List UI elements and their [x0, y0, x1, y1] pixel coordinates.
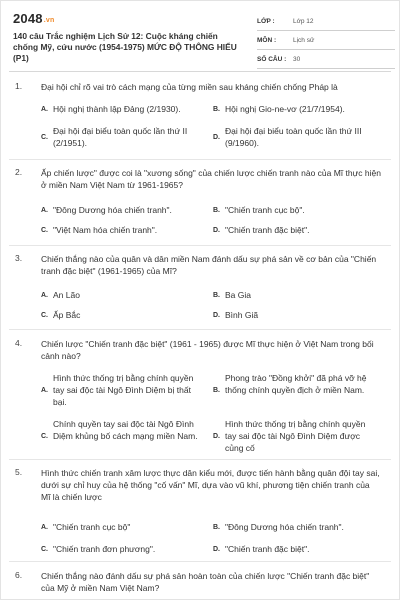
question-number: 6. [15, 570, 23, 580]
document-meta [257, 15, 395, 72]
option-letter: B. [213, 106, 220, 113]
question-number: 1. [15, 81, 23, 91]
logo-text: 2048 [13, 11, 43, 26]
question-number: 4. [15, 338, 23, 348]
option-text: Hội nghị thành lập Đảng (2/1930). [53, 104, 181, 114]
question-number: 2. [15, 167, 23, 177]
question-text: Đại hội chỉ rõ vai trò cách mạng của từng miền sau kháng chiến chống Pháp là [41, 82, 338, 92]
meta-value: Lớp 12 [293, 18, 314, 25]
question-number: 3. [15, 253, 23, 263]
option-text: Hội nghị Gio-ne-vơ (21/7/1954). [225, 104, 345, 114]
meta-row-count [257, 53, 395, 69]
option-text: "Chiến tranh cục bộ". [225, 205, 305, 215]
option-text: Hình thức thống trị bằng chính quyền tay sai độc tài Ngô Đình Diệm được củng cố [225, 419, 366, 453]
question-number: 5. [15, 467, 23, 477]
option-text: Phong trào "Đồng khởi" đã phá vỡ hệ thống chính quyền địch ở miền Nam. [225, 373, 367, 395]
document-header [7, 9, 395, 67]
option-letter: A. [41, 387, 48, 394]
option-text: Đại hội đại biểu toàn quốc lần thứ III (9/1960). [225, 126, 362, 148]
option-letter: D. [213, 134, 220, 141]
option-text: Chính quyền tay sai độc tài Ngô Đình Diệm khủng bố cách mạng miền Nam. [53, 419, 198, 441]
option-text: "Chiến tranh đơn phương". [53, 544, 156, 554]
question-separator [9, 329, 391, 330]
option-letter: C. [41, 227, 48, 234]
question-separator [9, 159, 391, 160]
question-text: Hình thức chiến tranh xâm lược thực dân kiểu mới, được tiến hành bằng quân đội tay sai, dưới sự chỉ huy của hệ thống "cố vấn" Mĩ, dựa vào vũ khí, phương tiện chiến tranh của Mĩ là chiến lược [41, 468, 380, 502]
logo-suffix: .vn [43, 17, 55, 24]
option-text: "Việt Nam hóa chiến tranh". [53, 225, 158, 235]
option-text: Ba Gia [225, 290, 251, 300]
option-letter: C. [41, 546, 48, 553]
option-letter: B. [213, 524, 220, 531]
option-text: Đại hội đại biểu toàn quốc lần thứ II (2/1951). [53, 126, 188, 148]
option-letter: C. [41, 433, 48, 440]
option-text: "Đông Dương hóa chiến tranh". [225, 522, 344, 532]
meta-label: LỚP : [257, 18, 275, 25]
option-letter: D. [213, 312, 220, 319]
option-text: Hình thức thống trị bằng chính quyền tay sai độc tài Ngô Đình Diệm bị thất bại. [53, 373, 194, 407]
option-letter: D. [213, 227, 220, 234]
option-letter: D. [213, 433, 220, 440]
option-letter: D. [213, 546, 220, 553]
option-text: "Chiến tranh đặc biệt". [225, 225, 310, 235]
meta-label: SỐ CÂU : [257, 56, 287, 63]
option-letter: B. [213, 207, 220, 214]
option-text: "Đông Dương hóa chiến tranh". [53, 205, 172, 215]
option-letter: A. [41, 292, 48, 299]
meta-value: Lịch sử [293, 37, 315, 44]
meta-value: 30 [293, 56, 301, 63]
option-text: An Lão [53, 290, 80, 300]
question-separator [9, 459, 391, 460]
option-text: "Chiến tranh đặc biệt". [225, 544, 310, 554]
option-letter: C. [41, 134, 48, 141]
document-title: 140 câu Trắc nghiệm Lịch Sử 12: Cuộc kháng chiến chống Mỹ, cứu nước (1954-1975) MỨC ĐỘ THÔNG HIỂU (P1) [13, 31, 237, 63]
option-letter: A. [41, 207, 48, 214]
question-separator [9, 245, 391, 246]
option-letter: C. [41, 312, 48, 319]
meta-row-class [257, 15, 395, 31]
meta-label: MÔN : [257, 37, 277, 44]
header-divider [9, 71, 391, 72]
question-text: Chiến thắng nào của quân và dân miền Nam đánh dấu sự phá sản về cơ bản của "Chiến tranh đặc biệt" (1961-1965) của Mĩ? [41, 254, 377, 276]
option-letter: B. [213, 292, 220, 299]
option-text: "Chiến tranh cục bộ" [53, 522, 131, 532]
option-text: Bình Giã [225, 310, 259, 320]
question-separator [9, 561, 391, 562]
option-letter: A. [41, 106, 48, 113]
option-letter: B. [213, 387, 220, 394]
question-text: Chiến thắng nào đánh dấu sự phá sản hoàn toàn của chiến lược "Chiến tranh đặc biệt" của Mỹ ở miền Nam Việt Nam? [41, 571, 370, 593]
site-logo[interactable] [13, 11, 54, 26]
option-text: Ấp Bắc [53, 310, 81, 320]
option-letter: A. [41, 524, 48, 531]
question-text: Ấp chiến lược" được coi là "xương sống" của chiến lược chiến tranh nào của Mĩ thực hiện ở miền Nam Việt Nam từ 1961-1965? [41, 168, 381, 190]
meta-row-subject [257, 34, 395, 50]
question-text: Chiến lược "Chiến tranh đặc biệt" (1961 - 1965) được Mĩ thực hiện ở Việt Nam trong bối cảnh nào? [41, 339, 374, 361]
